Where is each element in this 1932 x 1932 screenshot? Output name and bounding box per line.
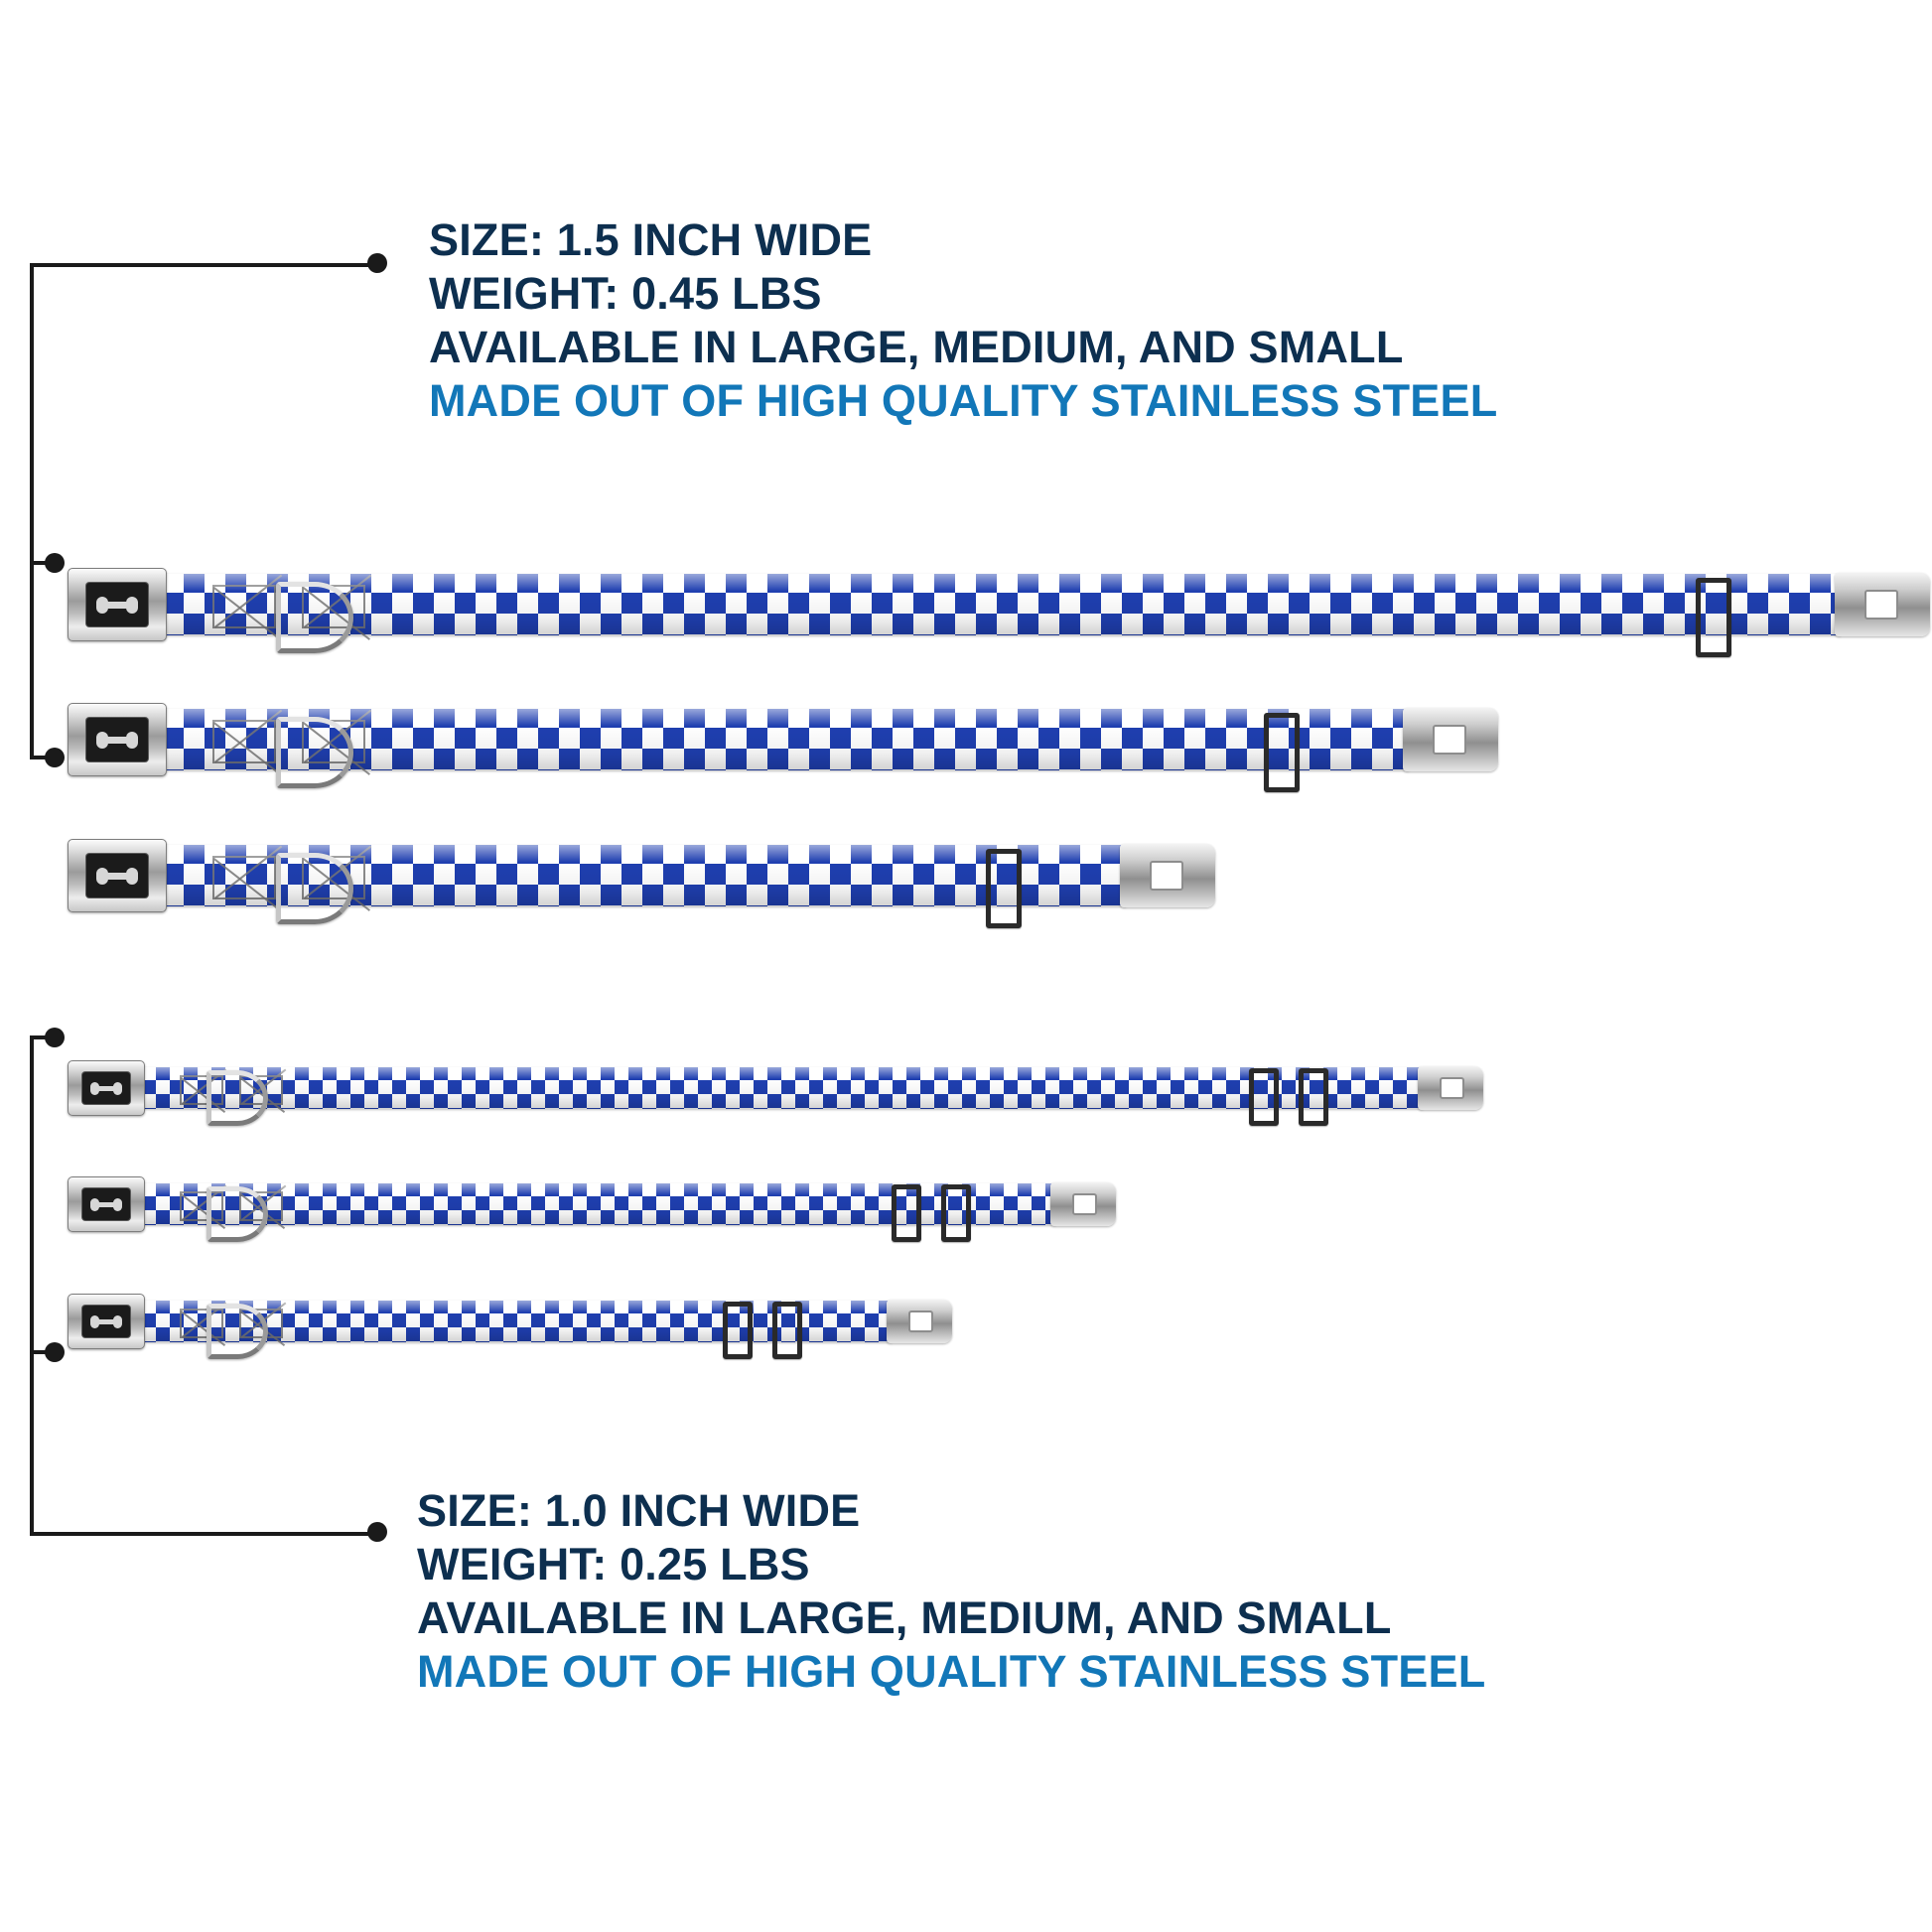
leader-dot-bottom-text <box>367 1522 387 1542</box>
d-ring[interactable] <box>276 717 353 788</box>
collar-small-1-0[interactable] <box>68 1294 952 1349</box>
slider-keeper-2[interactable] <box>1299 1068 1328 1126</box>
d-ring[interactable] <box>207 1186 268 1242</box>
metal-tongue-tip[interactable] <box>887 1300 952 1343</box>
seatbelt-buckle[interactable] <box>68 1294 145 1349</box>
leader-line-top-horizontal <box>30 263 377 267</box>
slider-keeper-1[interactable] <box>723 1302 753 1359</box>
leader-line-top-vertical <box>30 263 34 759</box>
dog-bone-icon <box>102 602 132 609</box>
stitch-box-1 <box>212 720 276 763</box>
seatbelt-buckle[interactable] <box>68 568 167 641</box>
tongue-hole <box>908 1311 933 1332</box>
leader-line-bottom-vertical <box>30 1035 34 1536</box>
seatbelt-buckle[interactable] <box>68 839 167 912</box>
leader-dot-top-text <box>367 253 387 273</box>
leader-dot-top-lower <box>45 748 65 767</box>
slider-keeper-2[interactable] <box>941 1184 971 1242</box>
d-ring[interactable] <box>276 853 353 924</box>
spec-material-1-5: MADE OUT OF HIGH QUALITY STAINLESS STEEL <box>429 375 1498 426</box>
buckle-face <box>86 583 148 626</box>
buckle-face <box>86 854 148 897</box>
spec-block-1-5-inch <box>429 213 1497 428</box>
leader-dot-top-upper <box>45 553 65 573</box>
spec-available-1-0: AVAILABLE IN LARGE, MEDIUM, AND SMALL <box>417 1592 1392 1643</box>
tongue-hole <box>1433 725 1466 755</box>
tongue-hole <box>1440 1077 1464 1099</box>
metal-tongue-tip[interactable] <box>1418 1066 1483 1110</box>
collar-webbing-checker <box>163 574 1841 635</box>
leader-dot-bottom-upper <box>45 1028 65 1047</box>
collar-large-1-5[interactable] <box>68 568 1930 641</box>
slider-keeper-1[interactable] <box>892 1184 921 1242</box>
spec-block-1-0-inch <box>417 1484 1485 1699</box>
buckle-face <box>82 1188 130 1220</box>
metal-tongue-tip[interactable] <box>1403 708 1498 771</box>
leader-line-bottom-horizontal <box>30 1532 377 1536</box>
buckle-face <box>82 1072 130 1104</box>
leader-dot-bottom-lower <box>45 1342 65 1362</box>
slider-keeper[interactable] <box>986 849 1022 928</box>
metal-tongue-tip[interactable] <box>1835 573 1930 636</box>
collar-small-1-5[interactable] <box>68 839 1215 912</box>
stitch-box-1 <box>212 585 276 628</box>
d-ring[interactable] <box>207 1304 268 1359</box>
buckle-face <box>82 1306 130 1337</box>
collar-medium-1-0[interactable] <box>68 1176 1116 1232</box>
dog-bone-icon <box>95 1086 117 1091</box>
spec-size-1-5: SIZE: 1.5 INCH WIDE <box>429 214 873 265</box>
spec-weight-1-5: WEIGHT: 0.45 LBS <box>429 268 822 319</box>
dog-bone-icon <box>102 737 132 744</box>
collar-medium-1-5[interactable] <box>68 703 1498 776</box>
tongue-hole <box>1864 590 1898 620</box>
seatbelt-buckle[interactable] <box>68 703 167 776</box>
seatbelt-buckle[interactable] <box>68 1176 145 1232</box>
slider-keeper-1[interactable] <box>1249 1068 1279 1126</box>
tongue-hole <box>1072 1193 1097 1215</box>
spec-weight-1-0: WEIGHT: 0.25 LBS <box>417 1539 810 1589</box>
slider-keeper[interactable] <box>1264 713 1300 792</box>
slider-keeper[interactable] <box>1696 578 1731 657</box>
tongue-hole <box>1150 861 1183 891</box>
spec-material-1-0: MADE OUT OF HIGH QUALITY STAINLESS STEEL <box>417 1646 1486 1697</box>
spec-size-1-0: SIZE: 1.0 INCH WIDE <box>417 1485 861 1536</box>
d-ring[interactable] <box>276 582 353 653</box>
slider-keeper-2[interactable] <box>772 1302 802 1359</box>
seatbelt-buckle[interactable] <box>68 1060 145 1116</box>
dog-bone-icon <box>102 873 132 880</box>
buckle-face <box>86 718 148 761</box>
metal-tongue-tip[interactable] <box>1050 1182 1116 1226</box>
dog-bone-icon <box>95 1319 117 1324</box>
dog-bone-icon <box>95 1202 117 1207</box>
stitch-box-1 <box>212 856 276 899</box>
spec-available-1-5: AVAILABLE IN LARGE, MEDIUM, AND SMALL <box>429 322 1404 372</box>
d-ring[interactable] <box>207 1070 268 1126</box>
metal-tongue-tip[interactable] <box>1120 844 1215 907</box>
collar-large-1-0[interactable] <box>68 1060 1483 1116</box>
collar-webbing-checker <box>142 1067 1423 1109</box>
